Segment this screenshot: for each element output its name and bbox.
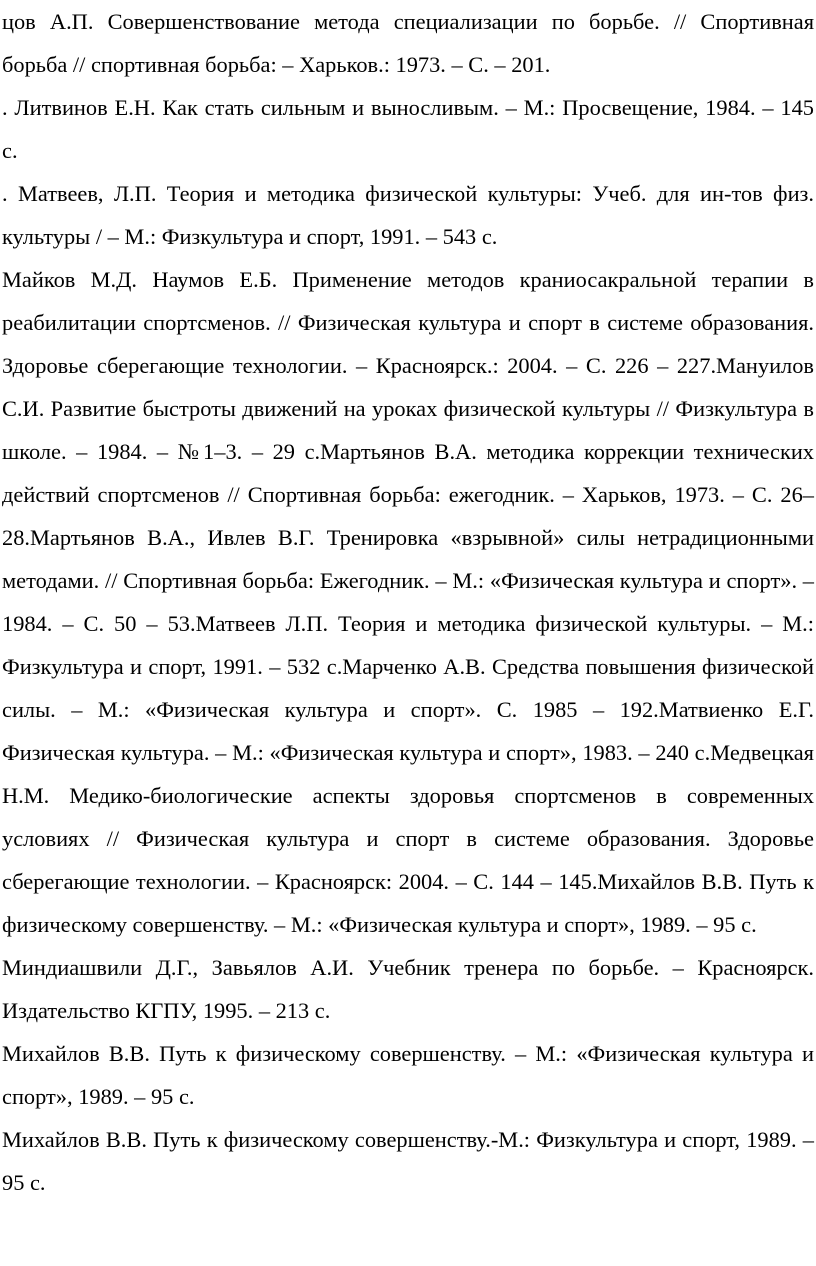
reference-entry: . Матвеев, Л.П. Теория и методика физической культуры: Учеб. для ин-тов физ. культуры / – М.: Физкультура и спорт, 1991. – 543 с. [2, 181, 814, 249]
reference-entry: Михайлов В.В. Путь к физическому совершенству.-М.: Физкультура и спорт, 1989. – 95 с. [2, 1127, 814, 1195]
reference-entry: Майков М.Д. Наумов Е.Б. Применение методов краниосакральной терапии в реабилитации спортсменов. // Физическая культура и спорт в системе образования. Здоровье сберегающие технологии. – Красноярск.: 2004. – С. 226 – 227.Мануилов С.И. Развитие быстроты движений на уроках физической культуры // Физкультура в школе. – 1984. – №1–3. – 29 с.Мартьянов В.А. методика коррекции технических действий спортсменов // Спортивная борьба: ежегодник. – Харьков, 1973. – С. 26–28.Мартьянов В.А., Ивлев В.Г. Тренировка «взрывной» силы нетрадиционными методами. // Спортивная борьба: Ежегодник. – М.: «Физическая культура и спорт». – 1984. – С. 50 – 53.Матвеев Л.П. Теория и методика физической культуры. – М.: Физкультура и спорт, 1991. – 532 с.Марченко А.В. Средства повышения физической силы. – М.: «Физическая культура и спорт». С. 1985 – 192.Матвиенко Е.Г. Физическая культура. – М.: «Физическая культура и спорт», 1983. – 240 с.Медвецкая Н.М. Медико-биологические аспекты здоровья спортсменов в современных условиях // Физическая культура и спорт в системе образования. Здоровье сберегающие технологии. – Красноярск: 2004. – С. 144 – 145.Михайлов В.В. Путь к физическому совершенству. – М.: «Физическая культура и спорт», 1989. – 95 с. [2, 267, 814, 937]
reference-entry: . Литвинов Е.Н. Как стать сильным и выносливым. – М.: Просвещение, 1984. – 145 с. [2, 95, 814, 163]
reference-list [2, 0, 814, 1204]
reference-entry: цов А.П. Совершенствование метода специализации по борьбе. // Спортивная борьба // спортивная борьба: – Харьков.: 1973. – С. – 201. [2, 9, 814, 77]
reference-entry: Михайлов В.В. Путь к физическому совершенству. – М.: «Физическая культура и спорт», 1989. – 95 с. [2, 1041, 814, 1109]
reference-entry: Миндиашвили Д.Г., Завьялов А.И. Учебник тренера по борьбе. – Красноярск. Издательство КГПУ, 1995. – 213 с. [2, 955, 814, 1023]
